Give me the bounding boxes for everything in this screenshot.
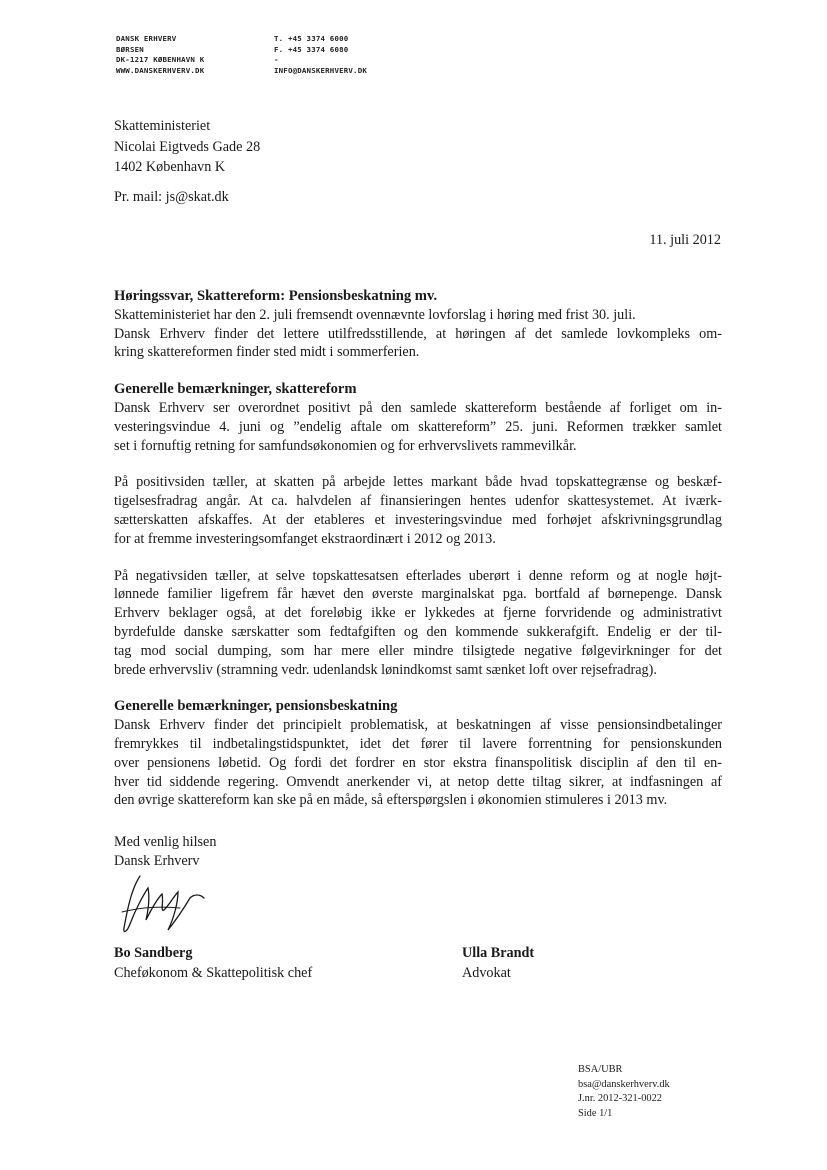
- text-line: På negativsiden tæller, at selve topskattesatsen efterlades uberørt i denne reform og at nogle højt-: [114, 567, 722, 584]
- signer-name: Ulla Brandt: [462, 945, 535, 961]
- text-line: for at fremme investeringsomfanget ekstraordinært i 2012 og 2013.: [114, 530, 496, 547]
- text-line: byrdefulde danske særskatter som fedtafgiften og den kommende sukkerafgift. Endelig er der til-: [114, 623, 722, 640]
- paragraph: [114, 716, 722, 810]
- text-line: fremrykkes til indbetalingstidspunktet, idet det fører til lavere forrentning for pensionskunden: [114, 735, 722, 752]
- footer-reference: [578, 1063, 670, 1121]
- text-line: Dansk Erhverv finder det lettere utilfredsstillende, at høringen af det samlede lovkompleks om-: [114, 325, 722, 342]
- signer-block: [114, 943, 312, 983]
- ref-email: bsa@danskerhverv.dk: [578, 1078, 670, 1090]
- paragraph: [114, 399, 722, 455]
- signer-name: Bo Sandberg: [114, 945, 193, 961]
- ref-initials: BSA/UBR: [578, 1064, 623, 1075]
- letterhead-company: DANSK ERHVERV: [116, 34, 177, 43]
- recipient-address: [114, 116, 260, 178]
- recipient-name: Skatteministeriet: [114, 118, 211, 134]
- section-heading: Generelle bemærkninger, pensionsbeskatning: [114, 698, 398, 715]
- text-line: kring skattereformen finder sted midt i sommerferien.: [114, 344, 420, 361]
- letterhead-phone: T. +45 3374 6000: [274, 34, 349, 43]
- paragraph: [114, 473, 722, 548]
- ref-page: Side 1/1: [578, 1107, 613, 1119]
- ref-journal: J.nr. 2012-321-0022: [578, 1093, 662, 1104]
- text-line: over pensionens løbetid. Og fordi det fordrer en stor ekstra finanspolitisk disciplin af den til en-: [114, 754, 722, 771]
- signer-title: Advokat: [462, 965, 511, 981]
- text-line: tigelsesfradrag angår. At ca. halvdelen af finansieringen hentes udenfor skattesystemet. At iværk-: [114, 493, 722, 510]
- letter-date: 11. juli 2012: [649, 232, 721, 248]
- letterhead-email: INFO@DANSKERHVERV.DK: [274, 65, 367, 75]
- text-line: hver tid siddende regering. Omvendt anerkender vi, at netop dette tiltag sikrer, at indfasningen af: [114, 773, 722, 790]
- section-heading: Generelle bemærkninger, skattereform: [114, 381, 357, 398]
- recipient-city: 1402 København K: [114, 159, 226, 175]
- text-line: sætterskatten afskaffes. At der etableres et investeringsvindue med forhøjet afskrivningsgrundlag: [114, 511, 722, 528]
- letter-body: [114, 287, 722, 810]
- letterhead-website: WWW.DANSKERHVERV.DK: [116, 65, 205, 75]
- signer-block: [462, 943, 534, 983]
- text-line: Dansk Erhverv finder det principielt problematisk, at beskatningen af visse pensionsindbetalinger: [114, 717, 722, 734]
- text-line: Dansk Erhverv ser overordnet positivt på den samlede skattereform bestående af forliget om in-: [114, 399, 722, 416]
- signer-title: Cheføkonom & Skattepolitisk chef: [114, 965, 313, 981]
- section-heading: Høringssvar, Skattereform: Pensionsbeskatning mv.: [114, 288, 438, 304]
- text-line: den øvrige skattereform kan ske på en måde, så efterspørgslen i økonomien stimuleres i 2013 mv.: [114, 792, 668, 809]
- letterhead-building: BØRSEN: [116, 44, 144, 54]
- paragraph: [114, 306, 722, 362]
- letterhead-dash: -: [274, 55, 279, 65]
- closing-greeting: Med venlig hilsen: [114, 834, 217, 850]
- handwritten-signature: [118, 868, 208, 938]
- closing: [114, 833, 216, 871]
- text-line: tag mod social dumping, som har mere eller mindre tilsigtede negative følgevirkninger for det: [114, 642, 722, 659]
- closing-org: Dansk Erhverv: [114, 852, 200, 869]
- letterhead-address: [116, 34, 266, 76]
- letterhead-contact: [274, 34, 424, 76]
- text-line: Skatteministeriet har den 2. juli fremsendt ovennævnte lovforslag i høring med frist 30. juli.: [114, 306, 636, 323]
- text-line: vesteringsvindue 4. juni og ”endelig aftale om skattereform” 25. juni. Reformen trækker samlet: [114, 418, 722, 435]
- text-line: På positivsiden tæller, at skatten på arbejde lettes markant både hvad topskattegrænse og beskæf-: [114, 474, 722, 491]
- text-line: set i fornuftig retning for samfundsøkonomien og for erhvervslivets rammevilkår.: [114, 437, 577, 454]
- recipient-email: Pr. mail: js@skat.dk: [114, 189, 229, 205]
- paragraph: [114, 567, 722, 680]
- text-line: lønnede familier ligefrem får hævet den øverste marginalskat pga. bortfald af børnepenge. Dansk: [114, 586, 722, 603]
- letterhead-postcode: DK-1217 KØBENHAVN K: [116, 55, 205, 65]
- letterhead-fax: F. +45 3374 6080: [274, 44, 349, 54]
- recipient-street: Nicolai Eigtveds Gade 28: [114, 138, 261, 155]
- text-line: brede erhvervsliv (stramning vedr. udenlandsk lønindkomst samt sænket loft over rejsefradrag).: [114, 661, 657, 678]
- text-line: Erhverv beklager også, at det foreløbig ikke er lykkedes at fjerne forvridende og administrativt: [114, 605, 722, 622]
